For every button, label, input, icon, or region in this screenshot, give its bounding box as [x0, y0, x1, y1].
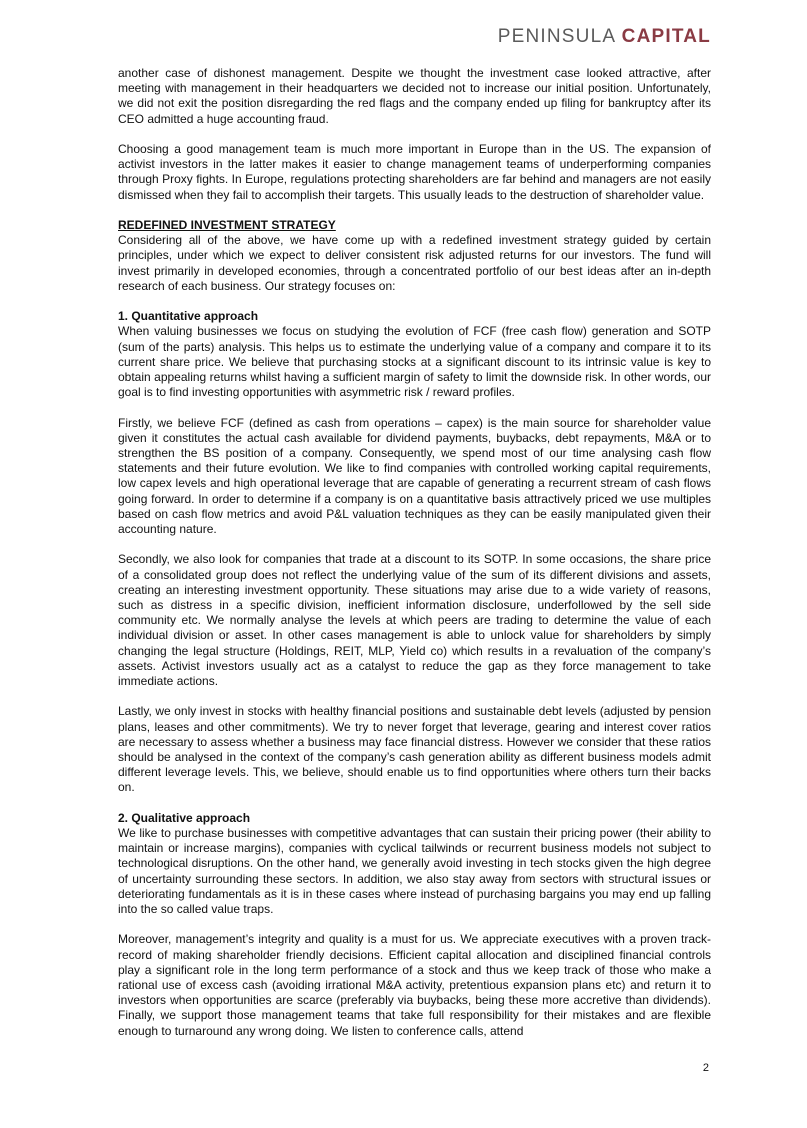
paragraph-quantitative-intro: When valuing businesses we focus on studying the evolution of FCF (free cash flow) generation and SOTP (sum of the parts) analysis. This helps us to estimate the underlying value of a company and compare it to its current share price. We believe that purchasing stocks at a significant discount to its intrinsic value is key to obtain appealing returns whilst having a sufficient margin of safety to limit the downside risk. In other words, our goal is to find investing opportunities with asymmetric risk / reward profiles. — [118, 324, 711, 400]
heading-qualitative-approach: 2. Qualitative approach — [118, 810, 251, 825]
paragraph-europe-management: Choosing a good management team is much more important in Europe than in the US. The expansion of activist investors in the latter makes it easier to change management teams of underperforming companies through Proxy fights. In Europe, regulations protecting shareholders are far behind and managers are not easily dismissed when they fail to accomplish their targets. This usually leads to the destruction of shareholder value. — [118, 142, 711, 202]
logo-text-capital: CAPITAL — [621, 26, 711, 47]
paragraph-debt-levels: Lastly, we only invest in stocks with healthy financial positions and sustainable debt levels (adjusted by pension plans, leases and other commitments). We try to never forget that leverage, gearing and interest cover ratios are necessary to assess whether a business may face financial distress. However we consider that these ratios should be analysed in the context of the company’s cash generation ability as different business models admit different leverage levels. This, we believe, should enable us to find opportunities where others turn their backs on. — [118, 704, 711, 795]
paragraph-management-fraud: another case of dishonest management. Despite we thought the investment case looked attractive, after meeting with management in their headquarters we decided not to increase our initial position. Unfortunately, we did not exit the position disregarding the red flags and the company ended up filing for bankruptcy after its CEO admitted a huge accounting fraud. — [118, 66, 711, 126]
paragraph-management-integrity: Moreover, management’s integrity and quality is a must for us. We appreciate executives with a proven track-record of making shareholder friendly decisions. Efficient capital allocation and disciplined financial controls play a significant role in the long term performance of a stock and thus we keep track of those who make a rational use of excess cash (avoiding irrational M&A activity, pretentious expansion plans etc) and return it to investors when opportunities are scarce (preferably via buybacks, being these more accretive than dividends). Finally, we support those management teams that take full responsibility for their mistakes and are flexible enough to turnaround any wrong doing. We listen to conference calls, attend — [118, 932, 711, 1038]
company-logo — [498, 26, 711, 48]
paragraph-fcf: Firstly, we believe FCF (defined as cash from operations – capex) is the main source for shareholder value given it constitutes the actual cash available for dividend payments, buybacks, debt repayments, M&A or to strengthen the BS position of a company. Consequently, we spend most of our time analysing cash flow statements and their future evolution. We like to find companies with controlled working capital requirements, low capex levels and high operational leverage that are capable of generating a recurrent stream of cash flows going forward. In order to determine if a company is on a quantitative basis attractively priced we use multiples based on cash flow metrics and avoid P&L valuation techniques as they can be easily manipulated given their accounting nature. — [118, 415, 711, 537]
heading-redefined-strategy: REDEFINED INVESTMENT STRATEGY — [118, 218, 336, 232]
document-body — [118, 66, 711, 1054]
paragraph-competitive-advantages: We like to purchase businesses with competitive advantages that can sustain their pricing power (their ability to maintain or increase margins), companies with cyclical tailwinds or recurrent business models not subject to technological disruptions. On the other hand, we generally avoid investing in tech stocks given the high degree of uncertainty surrounding these sectors. In addition, we also stay away from sectors with structural issues or deteriorating fundamentals as it is in these cases where instead of purchasing bargains you may end up falling into the so called value traps. — [118, 826, 711, 917]
heading-quantitative-approach: 1. Quantitative approach — [118, 309, 259, 324]
page-number: 2 — [702, 1062, 709, 1074]
paragraph-strategy-intro: Considering all of the above, we have come up with a redefined investment strategy guided by certain principles, under which we expect to deliver consistent risk adjusted returns for our investors. The fund will invest primarily in developed economies, through a concentrated portfolio of our best ideas after an in-depth research of each business. Our strategy focuses on: — [118, 233, 711, 293]
logo-text-peninsula: PENINSULA — [497, 26, 622, 47]
paragraph-sotp: Secondly, we also look for companies that trade at a discount to its SOTP. In some occasions, the share price of a consolidated group does not reflect the underlying value of the sum of its different divisions and assets, creating an interesting investment opportunity. These situations may arise due to a wide variety of reasons, such as distress in a specific division, inefficient information disclosure, underfollowed by the sell side community etc. We normally analyse the levels at which peers are trading to determine the value of each individual division or asset. In other cases management is able to unlock value for shareholders by simply changing the legal structure (Holdings, REIT, MLP, Yield co) which results in a revaluation of the company’s assets. Activist investors usually act as a catalyst to reduce the gap as they force management to take immediate actions. — [118, 552, 711, 689]
